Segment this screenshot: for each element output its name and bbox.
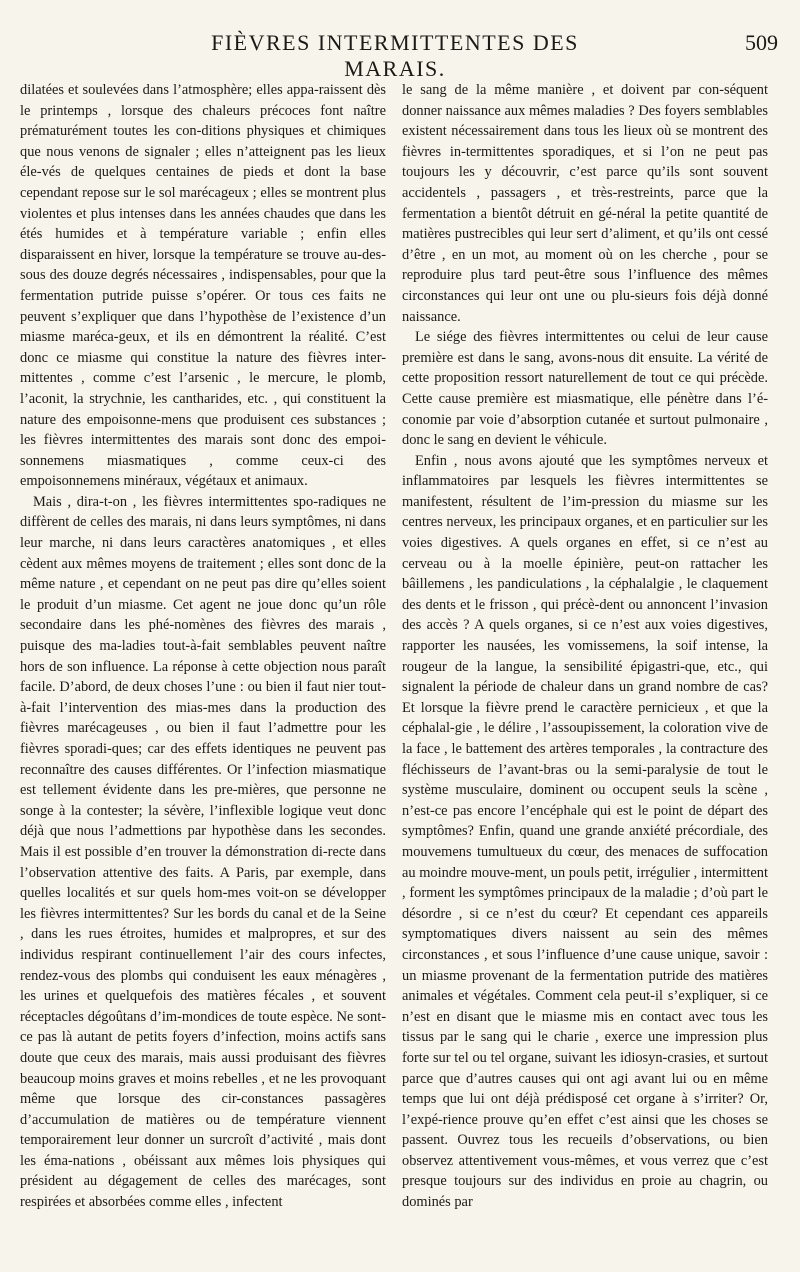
page-header (0, 0, 800, 81)
running-title: FIÈVRES INTERMITTENTES DES MARAIS. (211, 30, 579, 81)
right-column (402, 80, 768, 1213)
paragraph: dilatées et soulevées dans l’atmosphère; elles appa-raissent dès le printemps , lorsque des chaleurs précoces font naître prématurément toutes les con-ditions physiques et chimiques que nous venons de signaler ; elles n’atteignent pas les lieux éle-vés de quelques centaines de pieds et dont la base cependant repose sur le sol marécageux ; elles se montrent plus violentes et plus intenses dans les années chaudes que dans les étés humides et à température variable ; enfin elles disparaissent en hiver, lorsque la température se trouve au-des-sous des douze degrés nécessaires , indispensables, pour que la fermentation putride puisse s’opérer. Or tous ces faits ne peuvent s’expliquer que dans l’hypothèse de l’existence d’un miasme maréca-geux, et ils en démontrent la réalité. C’est donc ce miasme qui constitue la nature des fièvres inter-mittentes , comme c’est l’arsenic , le mercure, le plomb, l’aconit, la strychnie, les cantharides, etc. , qui constituent la nature des empoisonne-mens que produisent ces substances ; les fièvres intermittentes des marais sont donc des empoi-sonnemens miasmatiques , comme ceux-ci des empoisonnemens minéraux, végétaux et animaux. (20, 82, 386, 490)
paragraph: Mais , dira-t-on , les fièvres intermittentes spo-radiques ne diffèrent de celles des marais, ni dans leurs symptômes, ni dans leur marche, ni dans leurs caractères anatomiques , et elles cèdent aux mêmes moyens de traitement ; elles sont donc de la même nature , et cependant on ne peut pas dire qu’elles soient le produit d’un miasme. Cet agent ne joue donc qu’un rôle secondaire dans les phé-nomènes des fièvres des marais , puisque des ma-ladies tout-à-fait semblables peuvent naître hors de son influence. La réponse à cette objection nous paraît facile. D’abord, de deux choses l’une : ou bien il faut nier tout-à-fait l’intervention des mias-mes dans la production des fièvres marécageuses , ou bien il faut l’admettre pour les fièvres sporadi-ques; car des effets identiques ne peuvent pas reconnaître des causes différentes. Or l’infection miasmatique est tellement évidente dans les pre-mières, que personne ne songe à la contester; la sévère, l’inflexible logique veut donc déjà que nous l’admettions par hypothèse dans les secondes. Mais il est possible d’en trouver la démonstration di-recte dans l’observation attentive des faits. A Paris, par exemple, dans quelles localités et sur quels hom-mes voit-on se développer les fièvres intermittentes? Sur les bords du canal et de la Seine , dans les rues étroites, humides et malpropres, et sur des individus respirant continuellement l’air des cours infectes, rendez-vous des plombs qui conduisent les eaux ménagères , les urines et quelquefois des matières fécales , et souvent réceptacles dégoûtans d’im-mondices de toute espèce. Ne sont-ce pas là autant de petits foyers d’infection, moins actifs sans doute que ceux des marais, mais aussi produisant des fièvres beaucoup moins graves et moins rebelles , et ne les provoquant même que lorsque des cir-constances passagères d’accumulation de matières ou de température viennent temporairement leur donner un surcroît d’activité , mais dont les éma-nations , obéissant aux mêmes lois physiques qui président au dégagement de celles des marécages, sont respirées et absorbées comme elles , infectent (20, 493, 386, 1211)
paragraph: le sang de la même manière , et doivent par con-séquent donner naissance aux mêmes maladies ? Des foyers semblables existent nécessairement dans tous les lieux où se montrent des fièvres in-termittentes sporadiques, et si l’on ne peut pas toujours les y découvrir, c’est parce qu’ils sont souvent accidentels , passagers , et très-restreints, parce que la fermentation a bientôt détruit en gé-néral la petite quantité de matières pustrecibles qui leur sert d’aliment, et qu’ils ont cessé d’être , en un mot, au moment où on les cherche , pour se reproduire plus tard peut-être sous l’influence des mêmes circonstances qui leur ont une ou plu-sieurs fois déjà donné naissance. (402, 82, 768, 325)
paragraph: Le siége des fièvres intermittentes ou celui de leur cause première est dans le sang, avons-nous dit ensuite. La vérité de cette proposition ressort naturellement de tout ce qui précède. Cette cause première est miasmatique, elle pénètre dans l’é-conomie par voie d’absorption cutanée et surtout pulmonaire , donc le sang en devient le véhicule. (402, 329, 768, 449)
paragraph: Enfin , nous avons ajouté que les symptômes nerveux et inflammatoires par lesquels les fièvres intermittentes se manifestent, résultent de l’im-pression du miasme sur les centres nerveux, les principaux organes, et en particulier sur les voies digestives. A quels organes en effet, si ce n’est au cerveau ou à la moelle épinière, peut-on rattacher les bâillemens , les pandiculations , la céphalalgie , le claquement des dents et le frisson , qui précè-dent ou annoncent l’invasion des accès ? A quels organes, si ce n’est aux voies digestives, rapporter les nausées, les vomissemens, la soif intense, la rougeur de la langue, la sensibilité épigastri-que, etc., qui signalent la période de chaleur dans un grand nombre de cas? Et lorsque la fièvre prend le caractère pernicieux , et que la céphalal-gie , le délire , l’assoupissement, la coloration vive de la face , le battement des artères temporales , la contracture des fléchisseurs de l’avant-bras ou la semi-paralysie de tout le système musculaire, dominent ou occupent seuls la scène , n’est-ce pas encore l’encéphale qui est le point de départ des symptômes? Enfin, quand une grande anxiété précordiale, des mouvemens tumultueux du cœur, des menaces de suffocation au moindre mouve-ment, un pouls petit, irrégulier , intermittent , forment les symptômes principaux de la maladie ; d’où part le désordre , si ce n’est du cœur? Et cependant ces appareils symptomatiques divers naissent au sein des mêmes circonstances , et sous l’influence d’une cause unique, savoir : un miasme provenant de la fermentation putride des matières animales et végétales. Comment cela peut-il s’expliquer, si ce n’est en disant que le miasme mis en contact avec tous les tissus par le sang qui le charie , exerce une impression plus forte sur tel ou tel organe, suivant les idiosyn-crasies, et surtout parce que d’autres causes qui ont agi avant lui ou en même temps que lui ont déjà prédisposé cet organe à s’irriter? Or, l’expé-rience prouve qu’en effet c’est ainsi que les choses se passent. Ouvrez tous les recueils d’observations, ou bien observez attentivement vous-mêmes, et vous verrez que c’est presque toujours sur des individus en proie au chagrin, ou dominés par (402, 452, 768, 1211)
page-number: 509 (745, 30, 778, 55)
left-column (20, 80, 386, 1213)
